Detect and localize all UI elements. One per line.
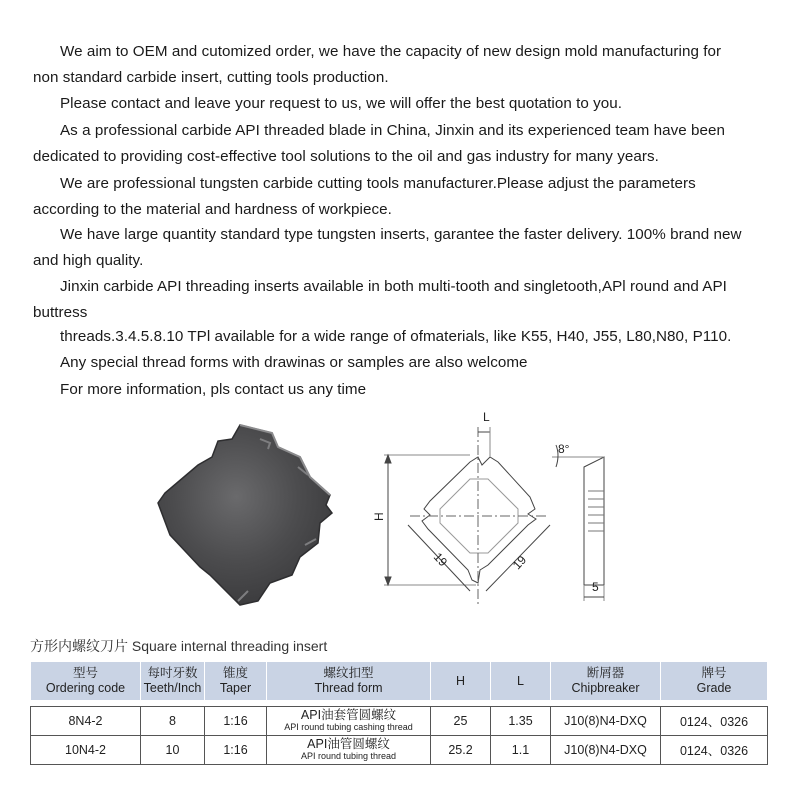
cell-teeth: 10 xyxy=(141,736,205,765)
label-side-b: 19 xyxy=(509,552,530,573)
cell-code: 8N4-2 xyxy=(31,707,141,736)
paragraph-oem xyxy=(33,39,773,91)
header-ordering-code: 型号 Ordering code xyxy=(31,662,141,701)
text-line: Jinxin carbide API threading inserts available in both multi-tooth and singletooth,APl round and API xyxy=(60,278,727,295)
cell-code: 10N4-2 xyxy=(31,736,141,765)
cell-taper: 1:16 xyxy=(205,736,267,765)
text-line: and high quality. xyxy=(33,252,144,269)
header-teeth-inch: 每吋牙数 Teeth/Inch xyxy=(141,662,205,701)
label-l: L xyxy=(483,410,490,424)
paragraph-tpi xyxy=(33,324,773,350)
paragraph-special-forms xyxy=(33,350,773,376)
paragraph-quantity xyxy=(33,222,773,274)
cell-grade: 0124、0326 xyxy=(661,736,768,765)
paragraph-contact-request xyxy=(33,91,773,117)
paragraph-professional-api xyxy=(33,118,773,170)
spec-table xyxy=(30,661,768,765)
cell-h: 25 xyxy=(431,707,491,736)
side-profile xyxy=(584,457,604,585)
label-side-a: 19 xyxy=(430,549,451,570)
paragraph-more-info xyxy=(33,377,773,403)
cell-thread-form xyxy=(267,707,431,736)
cell-l: 1.1 xyxy=(491,736,551,765)
thread-form-en: API round tubing thread xyxy=(300,751,397,761)
label-thickness: 5 xyxy=(592,580,599,594)
thread-form-en: API round tubing cashing thread xyxy=(284,722,413,732)
cell-thread-form xyxy=(267,736,431,765)
table-header-row xyxy=(31,662,768,701)
cell-chipbreaker: J10(8)N4-DXQ xyxy=(551,707,661,736)
header-taper: 锥度 Taper xyxy=(205,662,267,701)
table-caption: 方形内螺纹刀片 Square internal threading insert xyxy=(30,638,328,654)
insert-figure xyxy=(0,405,800,630)
table-row xyxy=(31,707,768,736)
insert-drawing-side xyxy=(552,445,604,601)
text-line: threads.3.4.5.8.10 TPl available for a wide range of ofmaterials, like K55, H40, J55, L80,N80, P110. xyxy=(60,328,732,345)
text-line: We aim to OEM and cutomized order, we have the capacity of new design mold manufacturing for xyxy=(60,43,722,60)
table-row xyxy=(31,736,768,765)
text-line: As a professional carbide API threaded blade in China, Jinxin and its experienced team have been xyxy=(60,122,726,139)
cell-grade: 0124、0326 xyxy=(661,707,768,736)
thread-form-cn: API油套管圆螺纹 xyxy=(300,708,397,722)
text-line: Any special thread forms with drawinas or samples are also welcome xyxy=(60,354,528,371)
cell-chipbreaker: J10(8)N4-DXQ xyxy=(551,736,661,765)
insert-photo xyxy=(158,425,332,605)
text-line: We have large quantity standard type tungsten inserts, garantee the faster delivery. 100% brand new xyxy=(60,226,742,243)
label-angle: 8° xyxy=(558,442,570,456)
text-line: dedicated to providing cost-effective tool solutions to the oil and gas industry for many years. xyxy=(33,148,659,165)
insert-drawing-plan xyxy=(384,427,550,605)
text-line: For more information, pls contact us any time xyxy=(60,381,367,398)
header-l: L xyxy=(491,662,551,701)
arrow-head xyxy=(385,577,391,585)
header-chipbreaker: 断屑器 Chipbreaker xyxy=(551,662,661,701)
insert-body-shape xyxy=(158,425,332,605)
header-grade: 牌号 Grade xyxy=(661,662,768,701)
cell-h: 25.2 xyxy=(431,736,491,765)
cell-l: 1.35 xyxy=(491,707,551,736)
thread-form-cn: API油管圆螺纹 xyxy=(307,737,390,751)
label-h: H xyxy=(372,512,386,521)
side-teeth xyxy=(588,491,604,531)
text-line: non standard carbide insert, cutting tools production. xyxy=(33,69,389,86)
cell-teeth: 8 xyxy=(141,707,205,736)
cell-taper: 1:16 xyxy=(205,707,267,736)
header-h: H xyxy=(431,662,491,701)
text-line: buttress xyxy=(33,304,88,321)
text-line: according to the material and hardness of workpiece. xyxy=(33,201,392,218)
header-thread-form: 螺纹扣型 Thread form xyxy=(267,662,431,701)
arrow-head xyxy=(385,455,391,463)
paragraph-manufacturer xyxy=(33,171,773,223)
paragraph-threading-inserts xyxy=(33,274,773,326)
text-line: Please contact and leave your request to us, we will offer the best quotation to you. xyxy=(60,95,623,112)
text-line: We are professional tungsten carbide cutting tools manufacturer.Please adjust the parameters xyxy=(60,175,696,192)
